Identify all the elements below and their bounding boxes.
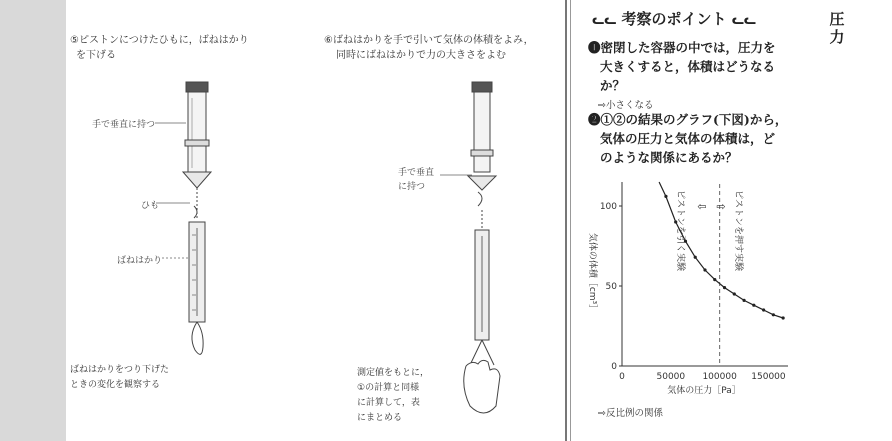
data-point xyxy=(723,286,726,289)
q1-line2: 大きくすると，体積はどうなる xyxy=(600,59,776,74)
q2-line3: のような関係にあるか？ xyxy=(600,150,738,165)
hand-icon xyxy=(464,360,500,413)
syringe2-cap xyxy=(472,82,492,92)
x-tick-label: 50000 xyxy=(656,372,686,382)
data-point xyxy=(664,195,667,198)
step5-line2: を下げる xyxy=(76,50,116,61)
data-point xyxy=(742,299,745,302)
q2-line2: 気体の圧力と気体の体積は，ど xyxy=(600,131,776,146)
heading-deco-right: ᓚᓚ xyxy=(731,13,756,28)
syringe-barrel xyxy=(188,92,206,172)
caption-right-3: に計算して，表 xyxy=(357,398,420,408)
caption-left-2: ときの変化を観察する xyxy=(70,380,161,390)
label-hold-vertical-2a: 手で垂直 xyxy=(398,168,435,178)
step6-line2: 同時にばねはかりで力の大きさをよむ xyxy=(336,50,506,61)
side-tab-char-2: 力 xyxy=(829,28,845,46)
caption-left-1: ばねはかりをつり下げた xyxy=(70,365,170,375)
pressure-volume-chart xyxy=(578,168,798,400)
gutter-line-1 xyxy=(565,0,567,441)
data-point xyxy=(703,268,706,271)
annotation-push: ピストンを押す実験 xyxy=(733,190,743,272)
heading-deco-left: ᓚᓚ xyxy=(592,13,617,28)
label-hold-vertical-2b: に持つ xyxy=(398,182,426,192)
data-point xyxy=(713,278,716,281)
data-point xyxy=(762,308,765,311)
q1-line3: か？ xyxy=(600,78,626,93)
annotation-pull: ピストンを引く実験 xyxy=(675,190,685,272)
q2-line1: ❷①②の結果のグラフ(下図)から， xyxy=(588,112,788,127)
caption-right-1: 測定値をもとに， xyxy=(357,368,430,378)
label-string: ひも xyxy=(141,201,160,211)
plunger-end xyxy=(183,172,211,188)
step6-line1: ⑥ばねはかりを手で引いて気体の体積をよみ， xyxy=(324,35,534,46)
step5-line1: ⑤ピストンにつけたひもに，ばねはかり xyxy=(70,35,249,46)
y-axis-label: 気体の体積［cm³］ xyxy=(587,232,597,314)
hook2 xyxy=(478,192,482,206)
caption-right-4: にまとめる xyxy=(357,413,403,423)
gutter-line-2 xyxy=(570,0,571,441)
hand-pull-illustration xyxy=(420,80,540,430)
data-point xyxy=(772,313,775,316)
label-spring-scale: ばねはかり xyxy=(117,256,163,266)
left-margin-strip xyxy=(0,0,66,441)
answer-2: ⇨反比例の関係 xyxy=(598,408,663,419)
x-tick-label: 0 xyxy=(619,372,625,382)
label-hold-vertical: 手で垂直に持つ xyxy=(92,120,156,130)
scale-hook-ring xyxy=(192,322,203,354)
side-tab-char-1: 圧 xyxy=(829,10,845,28)
syringe-cap xyxy=(186,82,208,92)
x-tick-label: 150000 xyxy=(751,372,786,382)
q1-line1: ❶密閉した容器の中では，圧力を xyxy=(588,40,776,55)
side-tab xyxy=(828,10,846,46)
heading-title: 考察のポイント xyxy=(621,10,727,28)
data-point xyxy=(733,292,736,295)
data-point xyxy=(694,256,697,259)
x-axis-label: 気体の圧力［Pa］ xyxy=(667,386,741,396)
heading-row xyxy=(592,8,756,29)
syringe-flange xyxy=(185,140,209,146)
x-tick-label: 100000 xyxy=(702,372,737,382)
answer-1: ⇨小さくなる xyxy=(598,100,654,111)
data-point xyxy=(782,316,785,319)
caption-right-2: ①の計算と同様 xyxy=(357,383,420,393)
y-tick-label: 0 xyxy=(611,362,617,372)
y-tick-label: 100 xyxy=(599,202,617,212)
arrow-left: ⇦ xyxy=(697,200,707,213)
arrow-right: ⇨ xyxy=(716,200,726,213)
data-point xyxy=(752,304,755,307)
syringe2-barrel xyxy=(474,92,490,172)
y-tick-label: 50 xyxy=(605,282,617,292)
